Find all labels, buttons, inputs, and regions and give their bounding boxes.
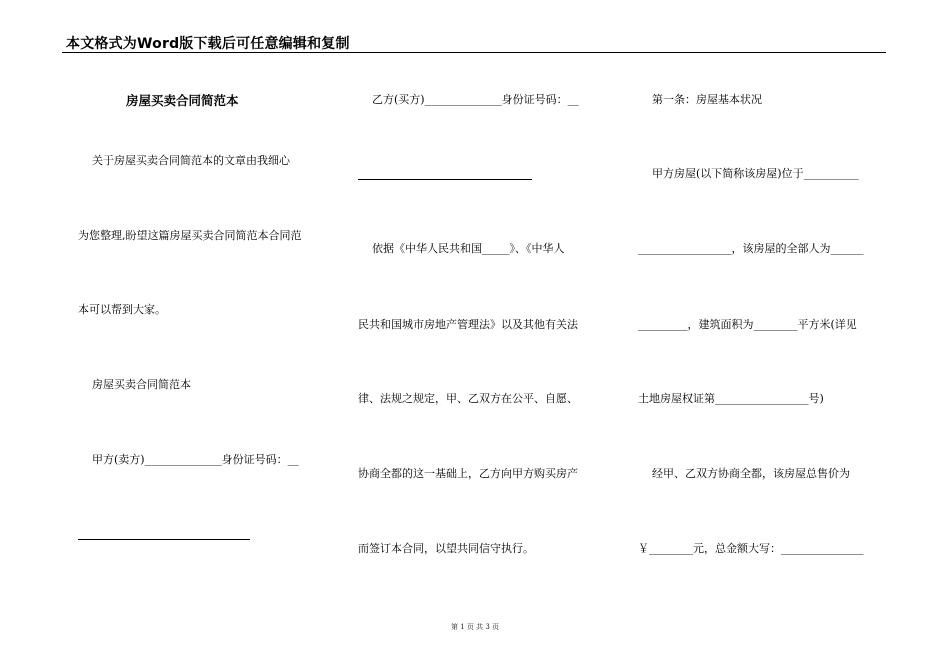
text-line: 经甲、乙双方协商全都，该房屋总售价为 bbox=[638, 467, 850, 480]
text-line: 甲方房屋(以下简称该房屋)位于__________ bbox=[638, 167, 859, 180]
text-line: 关于房屋买卖合同简范本的文章由我细心 bbox=[78, 154, 290, 167]
text-line: ￥________元，总金额大写：_______________ bbox=[638, 542, 864, 555]
text-line: 律、法规之规定，甲、乙双方在公平、自愿、 bbox=[358, 392, 578, 405]
text-line: 本可以帮到大家。 bbox=[78, 303, 166, 316]
column-2 bbox=[358, 0, 608, 600]
text-line: 依据《中华人民共和国_____》、《中华人 bbox=[358, 242, 565, 255]
text-line: 甲方(卖方)______________身份证号码：__ bbox=[78, 453, 299, 466]
text-line: _________________，该房屋的全部人为______ bbox=[638, 242, 864, 255]
text-line: _________，建筑面积为________平方米(详见 bbox=[638, 318, 857, 331]
page-number: 第 1 页 共 3 页 bbox=[450, 623, 500, 631]
text-line: 土地房屋权证第_________________号) bbox=[638, 392, 824, 405]
blank-fill-line bbox=[78, 539, 250, 540]
document-title: 房屋买卖合同简范本 bbox=[126, 93, 239, 108]
section-heading: 第一条：房屋基本状况 bbox=[638, 93, 762, 106]
text-line: 为您整理,盼望这篇房屋买卖合同简范本合同范 bbox=[78, 229, 302, 242]
blank-fill-line bbox=[358, 179, 532, 180]
text-line: 民共和国城市房地产管理法》以及其他有关法 bbox=[358, 318, 578, 331]
document-header: 本文格式为Word版下载后可任意编辑和复制 bbox=[66, 36, 350, 52]
column-1 bbox=[78, 0, 328, 600]
text-line: 房屋买卖合同简范本 bbox=[78, 378, 191, 391]
column-3 bbox=[638, 0, 888, 600]
text-line: 协商全都的这一基础上，乙方向甲方购买房产 bbox=[358, 467, 578, 480]
text-line: 而签订本合同，以望共同信守执行。 bbox=[358, 542, 534, 555]
text-line: 乙方(买方)______________身份证号码：__ bbox=[358, 93, 579, 106]
